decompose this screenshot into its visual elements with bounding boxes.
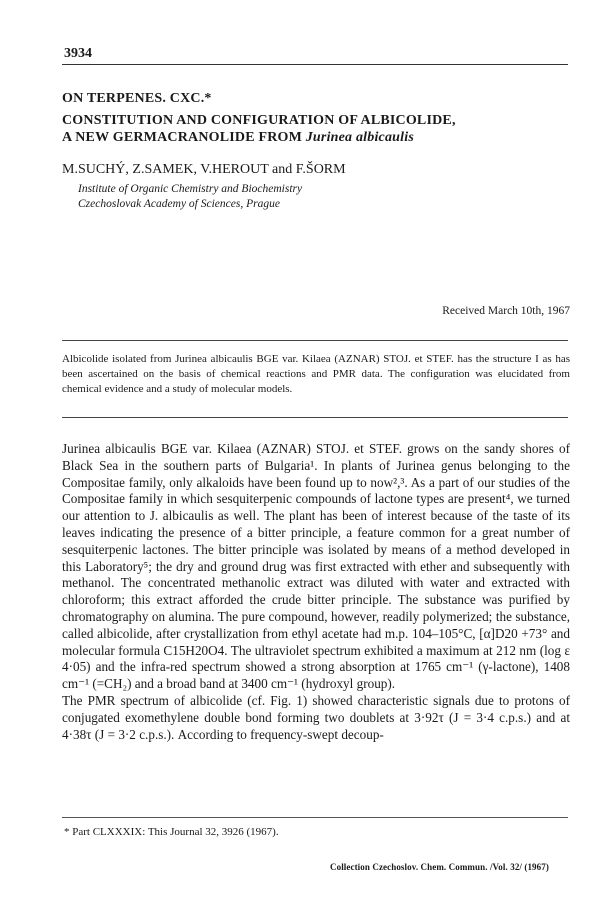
institution [78,182,302,212]
body-paragraph-1: Jurinea albicaulis BGE var. Kilaea (AZNAR) STOJ. et STEF. grows on the sandy shores of Black Sea in the southern parts of Bulgaria¹. In plants of Jurinea genus belonging to the Compositae family, only alkaloids have been found up to now²,³. As a part of our studies of the Compositae family in which sesquiterpenic compounds of lactone types are present⁴, we turned our attention to J. albicaulis as well. The plant has been of interest because of the taste of its leaves indicating the presence of a bitter principle, a feature common for a great number of sesquiterpenic lactones. The bitter principle was isolated by means of a method developed in this Laboratory⁵; the dry and ground drug was first extracted with ether and subsequently with methanol. The concentrated methanolic extract was diluted with water and extracted with chloroform; this extract afforded the crude bitter principle. The substance was purified by chromatography on alumina. The pure compound, however, readily polymerized; the substance, called albicolide, after crystallization from ethyl acetate had m.p. 104–105°C, [α]D20 +73° and molecular formula C15H20O4. The ultraviolet spectrum exhibited a maximum at 212 nm (log ε 4·05) and the infra-red spectrum showed a strong absorption at 1765 cm⁻¹ (γ-lactone), 1408 cm⁻¹ (=CH₂) and a broad band at 3400 cm⁻¹ (hydroxyl group). [62,441,570,692]
institution-line-2: Czechoslovak Academy of Sciences, Prague [78,198,280,210]
abstract-rule-bottom [62,417,568,418]
abstract-rule-top [62,340,568,341]
page-number: 3934 [64,46,92,61]
journal-footer: Collection Czechoslov. Chem. Commun. /Vol. 32/ (1967) [330,862,549,872]
authors: M.SUCHÝ, Z.SAMEK, V.HEROUT and F.ŠORM [62,162,346,177]
body-paragraph-2: The PMR spectrum of albicolide (cf. Fig. 1) showed characteristic signals due to protons of conjugated exomethylene double bond forming two doublets at 3·92τ (J = 3·4 c.p.s.) and at 4·38τ (J = 3·2 c.p.s.). According to frequency-swept decoup- [62,692,570,742]
institution-line-1: Institute of Organic Chemistry and Biochemistry [78,183,303,195]
series-title: ON TERPENES. CXC.* [62,91,212,106]
title-line-2-italic: Jurinea albicaulis [305,130,414,145]
title-line-1: CONSTITUTION AND CONFIGURATION OF ALBICOLIDE, [62,113,456,128]
footnote: * Part CLXXXIX: This Journal 32, 3926 (1967). [64,826,279,838]
header-rule [62,64,568,65]
body-text [62,441,570,743]
title-line-2 [62,129,572,146]
article-title [62,112,572,146]
received-date: Received March 10th, 1967 [442,305,570,317]
footnote-rule [62,817,568,818]
title-line-2-prefix: A NEW GERMACRANOLIDE FROM [62,130,303,145]
abstract: Albicolide isolated from Jurinea albicaulis BGE var. Kilaea (AZNAR) STOJ. et STEF. has the structure I as has been ascertained on the basis of chemical reactions and PMR data. The configuration was elucidated from chemical evidence and a study of molecular models. [62,353,570,395]
